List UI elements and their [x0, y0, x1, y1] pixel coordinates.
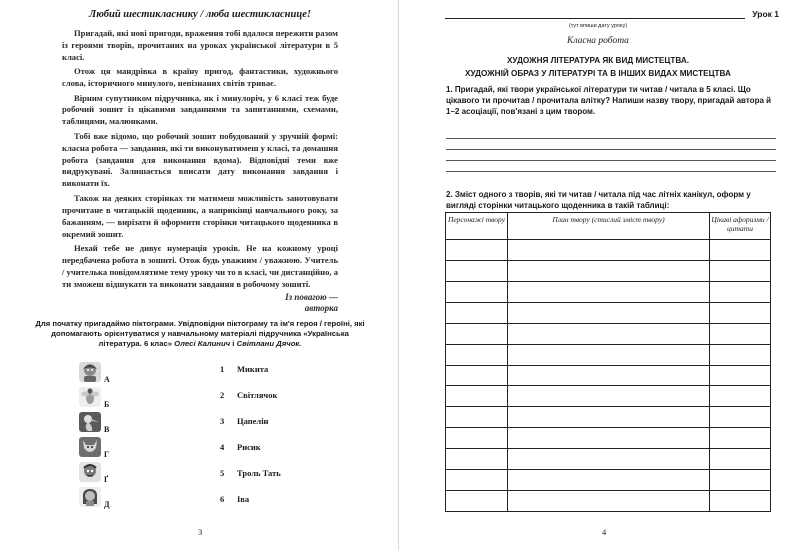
table-row — [446, 240, 771, 261]
table-cell[interactable] — [710, 365, 771, 386]
table-cell[interactable] — [710, 302, 771, 323]
table-row — [446, 323, 771, 344]
table-cell[interactable] — [710, 491, 771, 512]
pictogram-letter: А — [104, 375, 110, 384]
pictogram-list — [78, 361, 118, 511]
hero-name: Микита — [237, 364, 269, 374]
table-cell[interactable] — [446, 407, 508, 428]
pictogram-letter: Ґ — [104, 475, 109, 484]
topic-line-2: ХУДОЖНІЙ ОБРАЗ У ЛІТЕРАТУРІ ТА В ІНШИХ ВИДАХ МИСТЕЦТВА — [465, 69, 731, 78]
hero-number: 3 — [220, 416, 225, 426]
table-cell[interactable] — [446, 449, 508, 470]
pictogram-item — [78, 436, 118, 461]
hero-item — [220, 468, 340, 494]
table-cell[interactable] — [446, 491, 508, 512]
hero-item — [220, 416, 340, 442]
pictogram-letter: Г — [104, 450, 110, 459]
question-2: 2. Зміст одного з творів, які ти читав / читала під час літніх канікул, оформ у вигляді сторінки читацького щоденника в такій таблиці: — [446, 190, 751, 210]
class-work-label: Класна робота — [567, 36, 629, 46]
table-cell[interactable] — [446, 323, 508, 344]
pictogram-task — [30, 319, 370, 349]
pictogram-letter: Б — [104, 400, 110, 409]
signoff-author: авторка — [304, 303, 338, 313]
signoff-regards: Із повагою — — [285, 292, 338, 302]
table-cell[interactable] — [508, 449, 710, 470]
table-cell[interactable] — [508, 260, 710, 281]
answer-line[interactable] — [446, 139, 776, 150]
hero-number: 6 — [220, 494, 225, 504]
table-cell[interactable] — [508, 281, 710, 302]
header-quotes: Цікаві афоризми / цитати — [710, 213, 771, 240]
table-header-row — [446, 213, 771, 240]
lesson-label: Урок 1 — [752, 9, 779, 19]
firefly-pictogram-icon — [78, 386, 102, 408]
table-cell[interactable] — [446, 344, 508, 365]
pictogram-item — [78, 461, 118, 486]
table-row — [446, 449, 771, 470]
table-cell[interactable] — [710, 240, 771, 261]
table-cell[interactable] — [446, 281, 508, 302]
table-cell[interactable] — [710, 260, 771, 281]
intro-paragraph: Тобі вже відомо, що робочий зошит побудований у зручній формі: класна робота — завдання, які ти виконуватимеш у класі, та домашня робота (завдання для виконання вдома). Відповідні теми вже видрукувані. Залишається вписати дату виконання завдання і виконати їх. — [62, 130, 338, 189]
table-cell[interactable] — [710, 407, 771, 428]
table-cell[interactable] — [710, 281, 771, 302]
table-row — [446, 470, 771, 491]
intro-paragraph: Також на деяких сторінках ти матимеш можливість занотовувати прочитане в читацькій щоденник, а наприкінці навчального року, за бажанням, — вирізати й оформити сторінки читацького щоденника в окремий зошит. — [62, 192, 338, 239]
troll-pictogram-icon — [78, 461, 102, 483]
table-cell[interactable] — [508, 323, 710, 344]
hero-item — [220, 494, 340, 520]
intro-text — [62, 28, 338, 293]
table-cell[interactable] — [710, 386, 771, 407]
table-cell[interactable] — [508, 428, 710, 449]
heron-pictogram-icon — [78, 411, 102, 433]
left-page — [0, 0, 398, 550]
boy-pictogram-icon — [78, 361, 102, 383]
table-cell[interactable] — [710, 323, 771, 344]
intro-paragraph: Отож ця мандрівка в країну пригод, фантастики, художнього слова, історичного минулого, непізнаних світів триває. — [62, 66, 338, 89]
table-cell[interactable] — [446, 365, 508, 386]
hero-number: 5 — [220, 468, 225, 478]
task-author-2: Світлани Дячок. — [236, 339, 302, 348]
pictogram-letter: Д — [104, 500, 110, 509]
table-cell[interactable] — [446, 240, 508, 261]
lesson-header — [445, 9, 779, 21]
table-cell[interactable] — [508, 365, 710, 386]
table-row — [446, 260, 771, 281]
hero-item — [220, 442, 340, 468]
table-cell[interactable] — [446, 260, 508, 281]
hero-item — [220, 364, 340, 390]
task-author-1: Олесі Калинич — [174, 339, 231, 348]
answer-line[interactable] — [446, 161, 776, 172]
greeting-title: Любий шестикласнику / люба шестикласнице! — [89, 9, 311, 20]
table-cell[interactable] — [508, 240, 710, 261]
table-cell[interactable] — [446, 470, 508, 491]
table-cell[interactable] — [710, 470, 771, 491]
question-1: 1. Пригадай, які твори української літератури ти читав / читала в 5 класі. Що цікавого ти прочитав / прочитала влітку? Напиши назву твору, пригадай автора й 1–2 асоціації, пов'язані з цим твором. — [446, 85, 772, 116]
pictogram-item — [78, 411, 118, 436]
hero-name: Рисик — [237, 442, 261, 452]
table-cell[interactable] — [508, 386, 710, 407]
header-plan: План твору (стислий зміст твору) — [508, 213, 710, 240]
lesson-topic — [399, 54, 797, 80]
intro-paragraph: Вірним супутником підручника, як і минулоріч, у 6 класі теж буде робочий зошит із цікавими завданнями та запитаннями, схемами, таблицями, малюнками. — [62, 92, 338, 127]
table-row — [446, 344, 771, 365]
table-cell[interactable] — [508, 491, 710, 512]
task-and: і — [232, 339, 235, 348]
hero-name: Світлячок — [237, 390, 278, 400]
hero-list — [220, 364, 340, 520]
hero-number: 2 — [220, 390, 225, 400]
header-characters: Персонажі твору — [446, 213, 508, 240]
table-row — [446, 407, 771, 428]
hero-name: Троль Тать — [237, 468, 281, 478]
intro-paragraph: Нехай тебе не дивує нумерація уроків. Не на кожному уроці передбачена робота в зошиті. Отож будь уважним / уважною. Учитель / учителька повідомлятиме тему уроку чи то в класі, чи дистанційно, а ти зможеш відшукати та виконати завдання в робочому зошиті. — [62, 242, 338, 289]
reading-diary-table — [445, 212, 771, 512]
table-cell[interactable] — [508, 344, 710, 365]
table-row — [446, 365, 771, 386]
lesson-date-field[interactable] — [445, 18, 745, 19]
hero-name: Цапелін — [237, 416, 269, 426]
task-main-text: Для початку пригадаймо піктограми. Увідповідни піктограму та ім'я героя / героїні, які допомагають орієнтуватися у навчальному матеріалі підручника «Українська література. 6 клас» — [35, 319, 365, 348]
hero-item — [220, 390, 340, 416]
intro-paragraph: Пригадай, які нові пригоди, враження тобі вдалося пережити разом із героями творів, прочитаних на уроках української літератури в 5 класі. — [62, 28, 338, 62]
pictogram-item — [78, 486, 118, 511]
pictogram-item — [78, 386, 118, 411]
hero-number: 4 — [220, 442, 225, 452]
hero-number: 1 — [220, 364, 225, 374]
table-cell[interactable] — [710, 344, 771, 365]
table-cell[interactable] — [508, 407, 710, 428]
table-cell[interactable] — [508, 470, 710, 491]
table-row — [446, 386, 771, 407]
table-cell[interactable] — [446, 302, 508, 323]
table-cell[interactable] — [508, 302, 710, 323]
table-row — [446, 302, 771, 323]
table-row — [446, 491, 771, 512]
topic-line-1: ХУДОЖНЯ ЛІТЕРАТУРА ЯК ВИД МИСТЕЦТВА. — [506, 56, 690, 65]
page-number: 4 — [602, 527, 607, 537]
lynx-pictogram-icon — [78, 436, 102, 458]
table-cell[interactable] — [446, 428, 508, 449]
table-row — [446, 428, 771, 449]
hero-name: Іва — [237, 494, 250, 504]
date-hint: (тут впиши дату уроку) — [568, 23, 628, 29]
pictogram-letter: В — [104, 425, 110, 434]
pictogram-item — [78, 361, 118, 386]
girl-pictogram-icon — [78, 486, 102, 508]
table-cell[interactable] — [710, 449, 771, 470]
answer-line[interactable] — [446, 128, 776, 139]
table-row — [446, 281, 771, 302]
right-page — [399, 0, 797, 550]
table-cell[interactable] — [446, 386, 508, 407]
answer-line[interactable] — [446, 150, 776, 161]
answer-lines — [446, 128, 776, 172]
page-number: 3 — [198, 527, 203, 537]
table-cell[interactable] — [710, 428, 771, 449]
signoff — [285, 292, 338, 314]
